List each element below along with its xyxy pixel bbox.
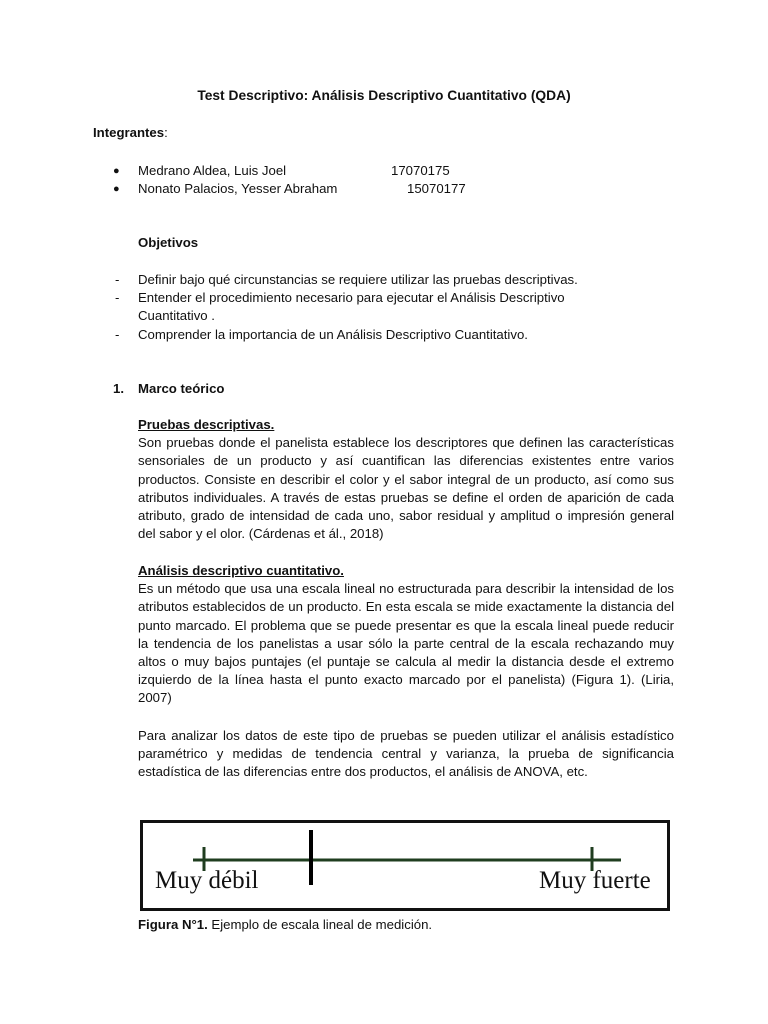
section-number: 1. [113, 381, 124, 396]
dash-icon: - [115, 272, 120, 287]
document-title: Test Descriptivo: Análisis Descriptivo Cuantitativo (QDA) [197, 88, 571, 103]
objective-item [113, 326, 673, 344]
dash-icon: - [115, 326, 120, 342]
caption-label: Figura N°1. [138, 917, 208, 932]
member-code: 15070177 [407, 181, 466, 196]
section-heading [113, 380, 224, 398]
scale-line-graphic [143, 823, 667, 908]
analisis-paragraph: Es un método que usa una escala lineal no estructurada para describir la intensidad de los atributos establecidos de un producto. En esta escala se mide exactamente la distancia del punto marcado. El problema que se puede presentar es que la escala lineal puede reducir la tendencia de los panelistas a usar sólo la parte central de la escala rechazando muy altos o muy bajos puntajes (el puntaje se calcula al medir la distancia desde el extremo izquierdo de la línea hasta el punto exacto marcado por el panelista) (Figura 1). (Liria, 2007) [138, 581, 674, 706]
objective-text: Entender el procedimiento necesario para ejecutar el Análisis Descriptivo Cuantitativo . [138, 290, 565, 324]
member-code: 17070175 [391, 163, 450, 178]
member-name: Medrano Aldea, Luis Joel [138, 163, 287, 178]
figure-caption [138, 916, 432, 934]
objectives-list [113, 271, 673, 344]
scale-left-label: Muy débil [155, 867, 259, 894]
objective-text: Definir bajo qué circunstancias se requiere utilizar las pruebas descriptivas. [138, 272, 578, 287]
section-title: Marco teórico [138, 381, 225, 396]
pruebas-heading: Pruebas descriptivas. [138, 417, 275, 432]
pruebas-paragraph: Son pruebas donde el panelista establece los descriptores que definen las características sensoriales de un producto y así cuantifican las diferencias existentes entre varios productos. Consiste en describir el color y el sabor integral de un producto, así como sus atributos individuales. A través de estas pruebas se define el orden de aparición de cada atributo, grado de intensidad de cada uno, sabor residual y amplitud o impresión general del sabor y el olor. (Cárdenas et ál., 2018) [138, 435, 674, 542]
objetivos-heading: Objetivos [138, 235, 199, 250]
member-name: Nonato Palacios, Yesser Abraham [138, 181, 338, 196]
scale-figure [140, 820, 670, 911]
integrantes-label: Integrantes [93, 125, 165, 140]
objective-text: Comprender la importancia de un Análisis Descriptivo Cuantitativo. [138, 326, 528, 342]
bullet-icon: ● [113, 183, 120, 195]
analisis-block [138, 562, 674, 708]
dash-icon: - [115, 290, 120, 306]
caption-text: Ejemplo de escala lineal de medición. [207, 917, 433, 932]
integrantes-colon: : [164, 125, 168, 140]
objective-item [113, 271, 673, 289]
bullet-icon: ● [113, 165, 120, 177]
objective-item [113, 289, 608, 325]
analisis-heading: Análisis descriptivo cuantitativo. [138, 563, 344, 578]
analisis-paragraph-2: Para analizar los datos de este tipo de pruebas se pueden utilizar el análisis estadístico paramétrico y medidas de tendencia central y varianza, la prueba de significancia estadística de las diferencias entre dos productos, el análisis de ANOVA, etc. [138, 728, 674, 780]
integrantes-heading [93, 124, 168, 142]
scale-right-label: Muy fuerte [539, 867, 651, 894]
pruebas-block [138, 416, 674, 543]
